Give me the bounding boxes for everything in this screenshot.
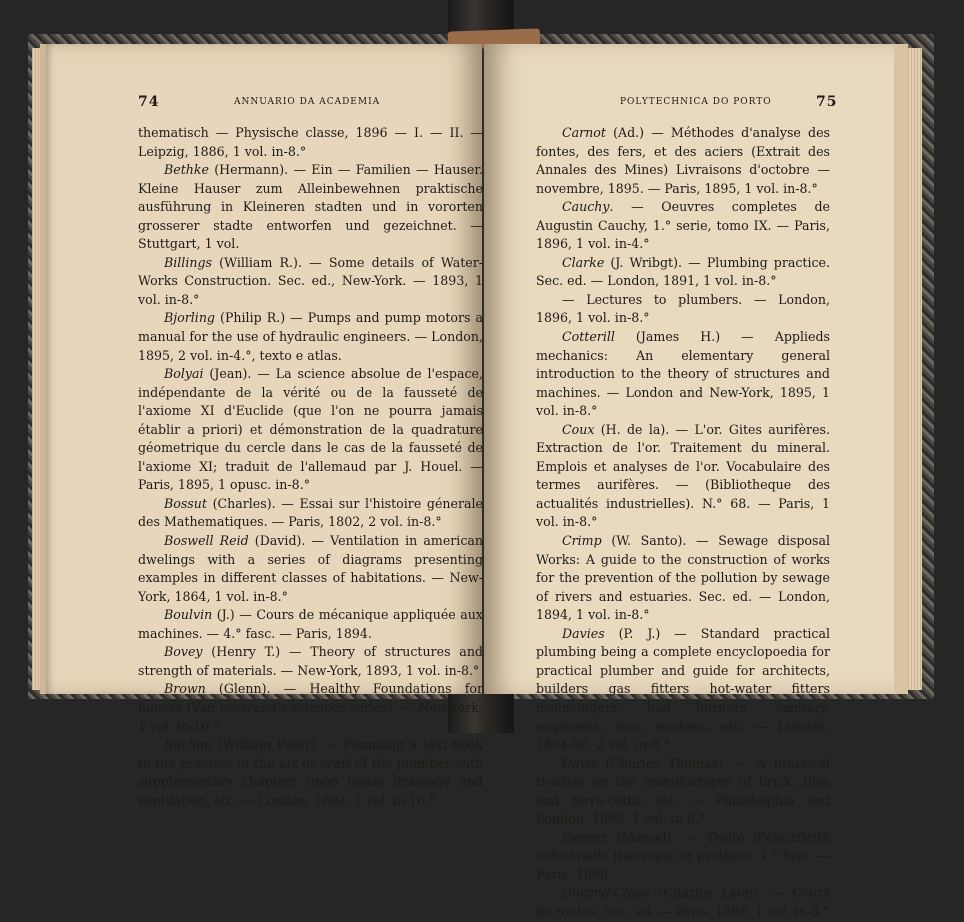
bibliography-entry [138,680,483,736]
bibliography-entry [138,643,483,680]
entry-text: (Jean). — La science absolue de l'espace, indépendante de la vérité ou de la fausseté de l'axiome XI d'Euclide (que l'on ne pourra jamais établir a priori) et démonstration de la quadrature géometrique du cercle dans le cas de la fausseté de l'axiome XI; traduit de l'allemaud par J. Houel. — Paris, 1895, 1 opusc. in-8.° [138,366,483,493]
right-page [484,44,908,919]
right-running-head: POLYTECHNICA DO PORTO [620,97,772,107]
bibliography-entry [138,606,483,643]
entry-author: Bolyai [164,366,204,382]
entry-author: Boswell Reid [164,533,249,549]
left-page [40,44,484,808]
bibliography-entry [138,495,483,532]
entry-text: (J. Wribgt). — Plumbing practice. Sec. ed. — London, 1891, 1 vol. in-8.° [536,254,830,289]
entry-author: Billings [164,254,213,270]
entry-author: Brown [164,681,206,697]
entry-author: Coux [562,421,595,437]
entry-author: Bossut [164,495,207,511]
bibliography-entry [138,736,483,810]
entry-author: Cotterill [562,329,615,345]
entry-text: (David). — Ventilation in american dwelings with a series of diagrams presenting examples in different classes of habitations. — New-York, 1864, 1 vol. in-8.° [138,533,484,604]
left-page-text [138,124,483,810]
bibliography-entry [138,365,483,495]
right-page-text [536,124,830,922]
bibliography-entry [536,291,830,328]
bibliography-entry [536,328,830,421]
bibliography-entry [138,309,483,365]
entry-author: Davies [562,625,605,641]
bibliography-entry [536,532,830,625]
entry-text: (Ad.) — Méthodes d'analyse des fontes, des fers, et des aciers (Extrait des Annales des Mines) Livraisons d'octobre — novembre, 1895. — Paris, 1895, 1 vol. in-8.° [536,125,830,196]
entry-author: Crimp [562,533,602,549]
entry-text: (Marcel). — Traité d'électricité industrielle théorique et pratique. 1.° fasc. — Paris, 1896. [536,829,830,882]
bibliography-entry [138,161,483,254]
entry-text: (J.) — Cours de mécanique appliquée aux machines. — 4.° fasc. — Paris, 1894. [138,607,483,641]
bibliography-entry [536,884,830,921]
entry-text: (P. J.) — Standard practical plumbing being a complete encyclopoedia for practical plumber and guide for architects, builders gas fitters hot-water fitters ironmongers, bad burners, sanitary, engineers, zinc, warkers, etc. — London, 1894-96, 2 vol. in-8.° [536,625,830,753]
entry-author: Buchan [164,737,213,753]
entry-text: (Glenn). — Healthy Foundations for houses (Van nostrand's sciences series). — New-York, 1 vol. in-16.° [138,681,483,734]
entry-text: . — Oeuvres completes de Augustin Cauchy, 1.° serie, tomo IX. — Paris, 1896, 1 vol. in-4.° [536,199,830,252]
entry-author: Bethke [164,162,209,178]
bibliography-entry [536,421,830,532]
bibliography-entry [536,124,830,198]
left-page-number: 74 [138,94,160,110]
bibliography-entry [536,625,830,755]
right-page-number: 75 [816,94,838,110]
entry-text: — Lectures to plumbers. — London, 1896, 1 vol. in-8.° [536,291,830,326]
entry-text: (Henry T.) — Theory of structures and strength of materials. — New-York, 1893, 1 vol. in-8.° [138,644,483,678]
entry-author: Davis [562,755,598,771]
entry-text: (Charles Thomas). — A practical treatise on the manufactures of brick, tiles and terra-cotta, etc. — Philadelphia and London, 1895, 1 vol. in-8.° [536,755,830,827]
right-page-edges [908,48,922,690]
entry-text: (James H.) — Applieds mechanics: An elementary general introduction to the theory of structures and machines. — London and New-York, 1895, 1 vol. in-8.° [536,329,830,419]
bibliography-entry [536,829,830,885]
entry-author: Clarke [562,254,605,270]
entry-text: (Hermann). — Ein — Familien — Hauser. Kleine Hauser zum Alleinbewehnen praktische ausführung in Kleineren stadten und in vororten grosserer stadte entworfen und gezeichnet. — Stuttgart, 1 vol. [138,162,483,252]
entry-text: (Charles). — Essai sur l'histoire génerale des Mathematiques. — Paris, 1802, 2 vol. in-8.° [138,495,483,530]
entry-text: (H. de la). — L'or. Gites aurifères. Extraction de l'or. Traitement du mineral. Emplois et analyses de l'or. Vocabulaire des termes aurifères. — (Bibliotheque des actualités industrielles). N.° 68. — Paris, 1 vol. in-8.° [536,421,830,530]
entry-text: (Charles Léon). — Cours de routes. Sec. ed. — Paris, 1895, 1 vol. in-8.° [536,885,830,919]
bibliography-entry [138,124,483,161]
bibliography-entry [536,755,830,829]
bibliography-entry [536,254,830,291]
entry-author: Bjorling [164,310,215,326]
entry-text: thematisch — Physische classe, 1896 — I. — II. — Leipzig, 1886, 1 vol. in-8.° [138,125,483,159]
entry-text: (William R.). — Some details of Water-Works Construction. Sec. ed., New-York. — 1893, 1 vol. in-8.° [138,254,483,307]
entry-author: Bovey [164,644,203,660]
bibliography-entry [138,532,483,606]
entry-text: (W. Santo). — Sewage disposal Works: A guide to the construction of works for the prevention of the pollution by sewage of rivers and estuaries. Sec. ed. — London, 1894, 1 vol. in-8.° [536,533,830,623]
bibliography-entry [138,254,483,310]
entry-author: Boulvin [164,607,213,623]
entry-text: (William Pater). — Plumbing a text-book to the practice of the art or craft of the plumber with supplementary chapters upon house drainage and ventilation, etc. — London, 1892, 1 vol. in-16.° [138,737,483,808]
entry-author: Carnot [562,125,606,140]
bibliography-entry [536,198,830,254]
entry-author: Cauchy [562,199,610,215]
left-running-head: ANNUARIO DA ACADEMIA [234,97,381,107]
entry-author: Deprez [562,829,608,845]
entry-text: (Philip R.) — Pumps and pump motors a manual for the use of hydraulic engineers. — London, 1895, 2 vol. in-4.°, texto e atlas. [138,310,483,363]
entry-author: Durand-Claye [562,885,650,901]
